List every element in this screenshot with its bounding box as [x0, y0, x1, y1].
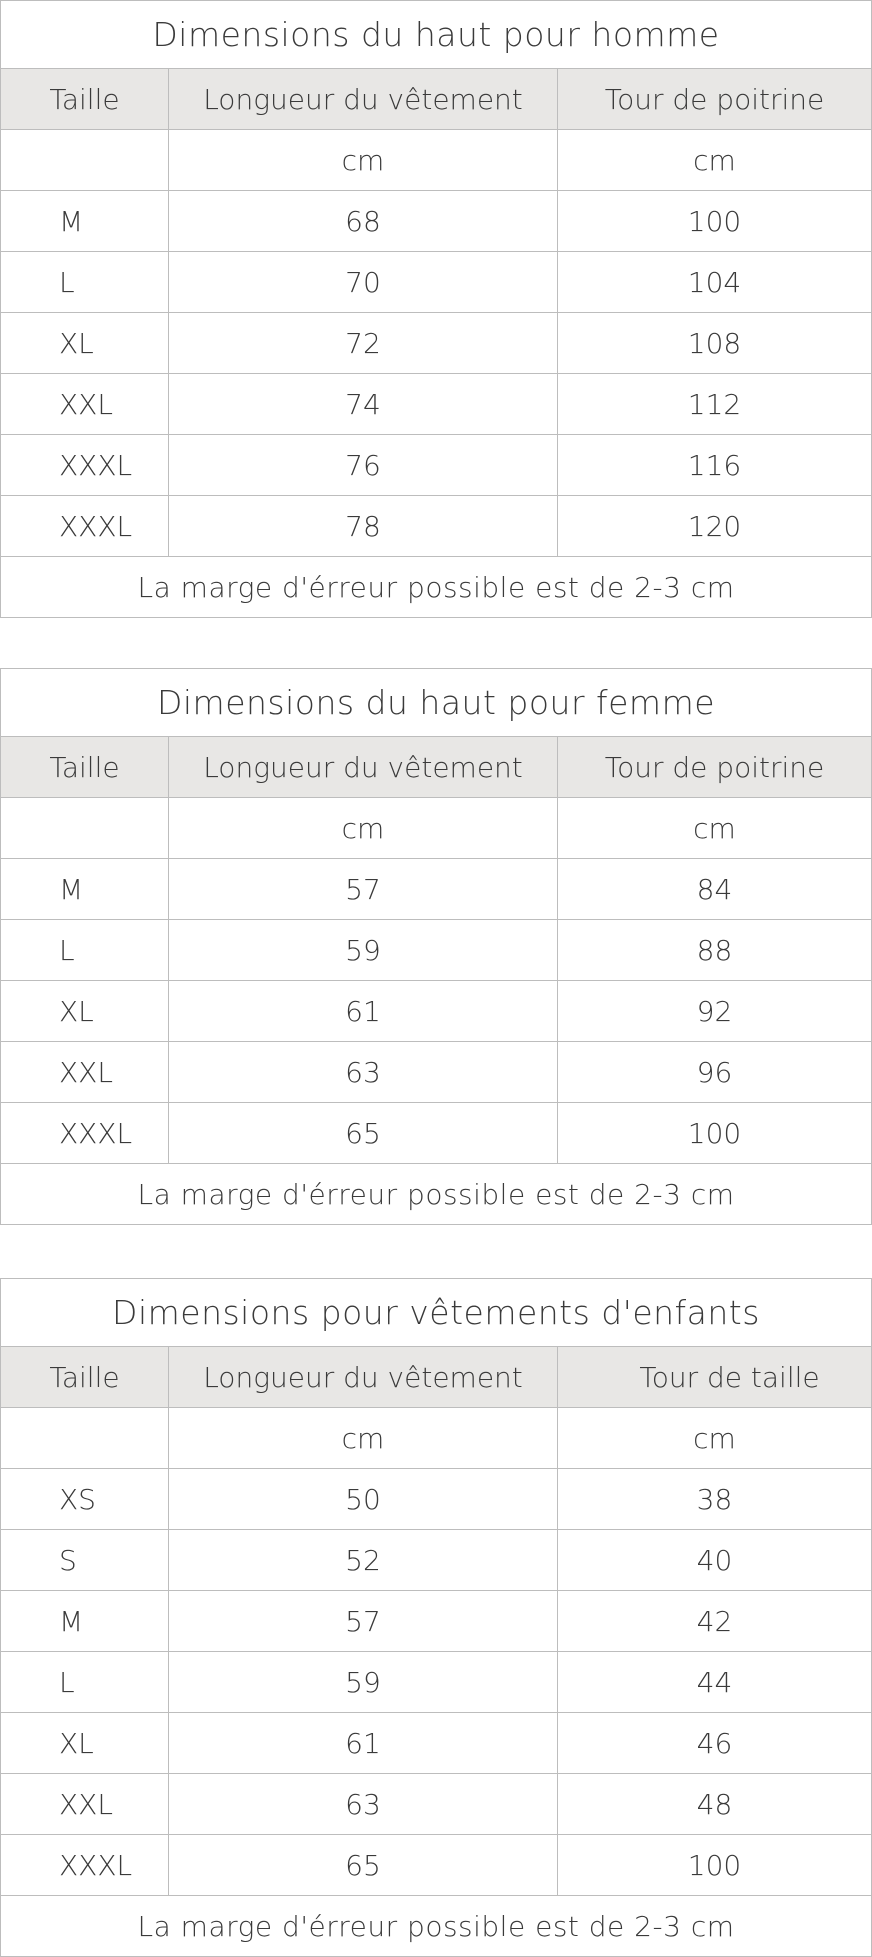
table-header-row — [1, 737, 871, 798]
table-row — [1, 313, 871, 374]
table-row — [1, 1652, 871, 1713]
size-cell: XL — [1, 313, 169, 373]
size-cell: XXL — [1, 1042, 169, 1102]
units-row — [1, 1408, 871, 1469]
length-cell: 68 — [169, 191, 558, 251]
length-cell: 63 — [169, 1042, 558, 1102]
size-cell: S — [1, 1530, 169, 1590]
size-cell: M — [1, 859, 169, 919]
table-row — [1, 1591, 871, 1652]
chest-cell: 108 — [687, 326, 742, 360]
table-row — [1, 1713, 871, 1774]
header-length: Longueur du vêtement — [169, 69, 558, 129]
table-row — [1, 1042, 871, 1103]
waist-cell: 38 — [696, 1482, 733, 1516]
size-table-children — [0, 1278, 872, 1957]
chest-cell: 96 — [696, 1055, 733, 1089]
length-cell: 52 — [169, 1530, 558, 1590]
table-row — [1, 374, 871, 435]
size-cell: M — [1, 1591, 169, 1651]
length-cell: 78 — [169, 496, 558, 556]
size-table-women — [0, 668, 872, 1225]
waist-cell: 46 — [696, 1726, 733, 1760]
table-row — [1, 1530, 871, 1591]
table-header-row — [1, 69, 871, 130]
table-title: Dimensions du haut pour femme — [1, 669, 871, 737]
table-row — [1, 920, 871, 981]
unit-waist: cm — [693, 1421, 736, 1455]
waist-cell: 40 — [696, 1543, 733, 1577]
unit-length: cm — [169, 130, 558, 190]
length-cell: 76 — [169, 435, 558, 495]
unit-size — [1, 1408, 169, 1468]
waist-cell: 44 — [696, 1665, 733, 1699]
header-length: Longueur du vêtement — [169, 1347, 558, 1407]
waist-cell: 100 — [687, 1848, 742, 1882]
units-row — [1, 130, 871, 191]
unit-size — [1, 130, 169, 190]
size-cell: L — [1, 252, 169, 312]
unit-chest: cm — [693, 143, 736, 177]
tolerance-note: La marge d'érreur possible est de 2-3 cm — [1, 1896, 871, 1957]
length-cell: 57 — [169, 859, 558, 919]
chest-cell: 100 — [687, 204, 742, 238]
table-title: Dimensions pour vêtements d'enfants — [1, 1279, 871, 1347]
chest-cell: 112 — [687, 387, 742, 421]
unit-size — [1, 798, 169, 858]
table-row — [1, 435, 871, 496]
unit-chest: cm — [693, 811, 736, 845]
chest-cell: 92 — [696, 994, 733, 1028]
header-waist: Tour de taille — [639, 1360, 820, 1394]
size-cell: XXXL — [1, 435, 169, 495]
table-row — [1, 1774, 871, 1835]
waist-cell: 48 — [696, 1787, 733, 1821]
length-cell: 70 — [169, 252, 558, 312]
table-header-row — [1, 1347, 871, 1408]
waist-cell: 42 — [696, 1604, 733, 1638]
length-cell: 61 — [169, 1713, 558, 1773]
table-row — [1, 1103, 871, 1164]
table-title: Dimensions du haut pour homme — [1, 1, 871, 69]
table-row — [1, 981, 871, 1042]
chest-cell: 100 — [687, 1116, 742, 1150]
size-cell: XS — [1, 1469, 169, 1529]
size-cell: XXXL — [1, 1103, 169, 1163]
size-cell: L — [1, 1652, 169, 1712]
header-chest: Tour de poitrine — [604, 82, 825, 116]
tolerance-note: La marge d'érreur possible est de 2-3 cm — [1, 1164, 871, 1225]
size-cell: XXXL — [1, 496, 169, 556]
size-cell: XL — [1, 1713, 169, 1773]
chest-cell: 84 — [696, 872, 733, 906]
units-row — [1, 798, 871, 859]
chest-cell: 120 — [687, 509, 742, 543]
length-cell: 74 — [169, 374, 558, 434]
length-cell: 59 — [169, 1652, 558, 1712]
chest-cell: 104 — [687, 265, 742, 299]
table-row — [1, 1469, 871, 1530]
chest-cell: 88 — [696, 933, 733, 967]
table-row — [1, 191, 871, 252]
header-size: Taille — [1, 69, 169, 129]
table-row — [1, 1835, 871, 1896]
size-cell: L — [1, 920, 169, 980]
length-cell: 63 — [169, 1774, 558, 1834]
size-table-men — [0, 0, 872, 618]
size-cell: XL — [1, 981, 169, 1041]
chest-cell: 116 — [687, 448, 742, 482]
table-row — [1, 496, 871, 557]
length-cell: 61 — [169, 981, 558, 1041]
length-cell: 57 — [169, 1591, 558, 1651]
size-cell: XXL — [1, 1774, 169, 1834]
header-length: Longueur du vêtement — [169, 737, 558, 797]
size-cell: XXL — [1, 374, 169, 434]
header-chest: Tour de poitrine — [604, 750, 825, 784]
length-cell: 50 — [169, 1469, 558, 1529]
length-cell: 65 — [169, 1103, 558, 1163]
tolerance-note: La marge d'érreur possible est de 2-3 cm — [1, 557, 871, 618]
header-size: Taille — [1, 1347, 169, 1407]
table-row — [1, 252, 871, 313]
length-cell: 72 — [169, 313, 558, 373]
size-cell: M — [1, 191, 169, 251]
length-cell: 65 — [169, 1835, 558, 1895]
size-cell: XXXL — [1, 1835, 169, 1895]
header-size: Taille — [1, 737, 169, 797]
table-row — [1, 859, 871, 920]
length-cell: 59 — [169, 920, 558, 980]
unit-length: cm — [169, 1408, 558, 1468]
unit-length: cm — [169, 798, 558, 858]
